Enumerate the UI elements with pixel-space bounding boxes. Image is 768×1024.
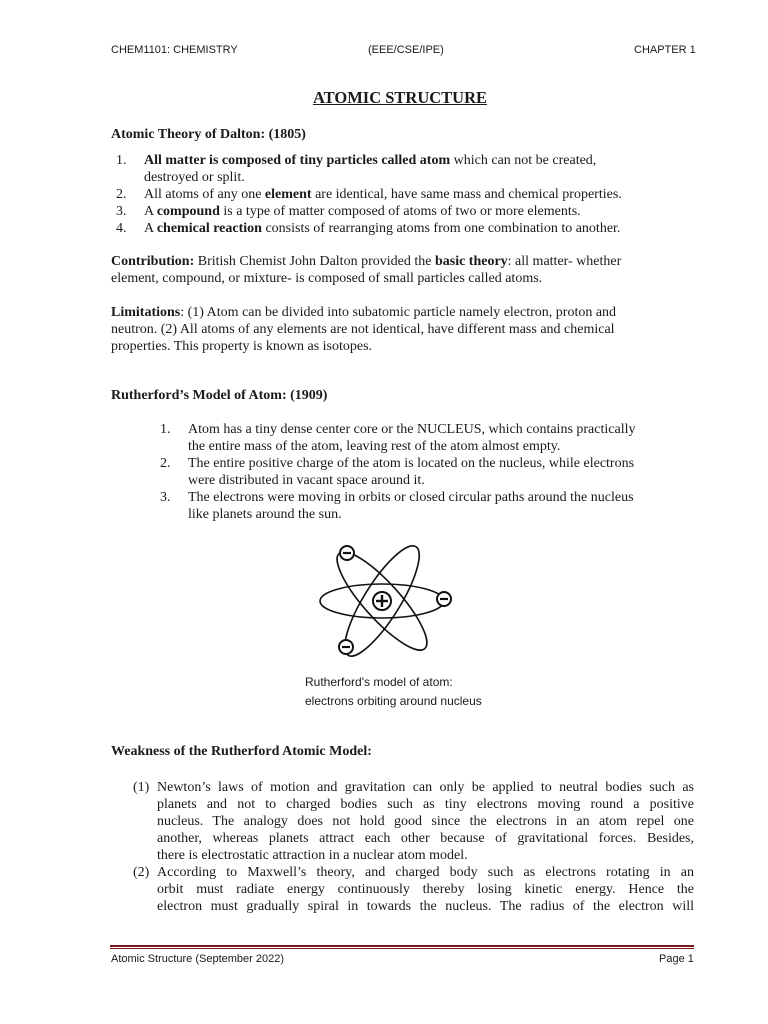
list-text: is a type of matter composed of atoms of two or more elements. bbox=[219, 204, 581, 219]
caption-line: Rutherford's model of atom: bbox=[305, 675, 453, 689]
footer-rule bbox=[110, 948, 694, 949]
list-item bbox=[160, 421, 698, 455]
list-text: the entire mass of the atom, leaving rest of the atom almost empty. bbox=[188, 439, 561, 454]
list-item bbox=[116, 220, 704, 237]
electron-icon bbox=[339, 640, 353, 654]
list-text: were distributed in vacant space around it. bbox=[188, 473, 425, 488]
list-bold-text: All matter is composed of tiny particles called atom bbox=[144, 153, 451, 168]
nucleus-icon bbox=[373, 592, 391, 610]
page-number: Page 1 bbox=[659, 953, 694, 965]
list-item bbox=[116, 203, 704, 220]
dalton-heading: Atomic Theory of Dalton: (1805) bbox=[111, 127, 306, 142]
list-bold-text: compound bbox=[156, 204, 220, 219]
contribution-text: element, compound, or mixture- is composed of small particles called atoms. bbox=[111, 271, 543, 286]
list-text: are identical, have same mass and chemical properties. bbox=[311, 187, 622, 202]
page-title: ATOMIC STRUCTURE bbox=[312, 88, 488, 107]
contribution-text: British Chemist John Dalton provided the bbox=[194, 254, 435, 269]
para-line: nucleus. The analogy does not hold good since the electrons in an atom repel one bbox=[157, 814, 694, 829]
dalton-contribution bbox=[111, 253, 701, 287]
list-number: (1) bbox=[133, 780, 150, 795]
limitations-label: Limitations bbox=[111, 305, 181, 320]
rutherford-heading: Rutherford’s Model of Atom: (1909) bbox=[111, 388, 328, 403]
list-number: 2. bbox=[116, 187, 127, 202]
para-line: According to Maxwell’s theory, and charged body such as electrons rotating in an bbox=[157, 865, 694, 880]
header-dept: (EEE/CSE/IPE) bbox=[368, 44, 444, 56]
list-bold-text: chemical reaction bbox=[156, 221, 262, 236]
footer-title: Atomic Structure (September 2022) bbox=[111, 953, 285, 965]
list-text: All atoms of any one bbox=[144, 187, 265, 202]
list-number: 1. bbox=[160, 422, 171, 437]
para-line: electron must gradually spiral in towards the nucleus. The radius of the electron will bbox=[157, 899, 694, 914]
limitations-text: : (1) Atom can be divided into subatomic particle namely electron, proton and bbox=[180, 305, 617, 320]
list-number: 4. bbox=[116, 221, 127, 236]
list-item bbox=[160, 489, 698, 523]
rutherford-atom-diagram bbox=[310, 540, 470, 660]
limitations-text: properties. This property is known as isotopes. bbox=[111, 339, 373, 354]
list-text: The entire positive charge of the atom is located on the nucleus, while electrons bbox=[188, 456, 635, 471]
limitations-text: neutron. (2) All atoms of any elements are not identical, have different mass and chemical bbox=[111, 322, 615, 337]
dalton-limitations bbox=[111, 304, 701, 355]
para-line: orbit must radiate energy continuously thereby losing kinetic energy. Hence the bbox=[157, 882, 694, 897]
weakness-heading: Weakness of the Rutherford Atomic Model: bbox=[111, 744, 372, 759]
electron-icon bbox=[340, 546, 354, 560]
list-number: (2) bbox=[133, 865, 150, 880]
dalton-list bbox=[116, 152, 704, 237]
para-line: planets and not to charged bodies such as tiny electrons moving round a positive bbox=[157, 797, 694, 812]
para-line: another, whereas planets attract each other because of gravitational forces. Besides, bbox=[157, 831, 694, 846]
footer-rule bbox=[110, 945, 694, 947]
list-text: Atom has a tiny dense center core or the NUCLEUS, which contains practically bbox=[188, 422, 636, 437]
list-text: The electrons were moving in orbits or closed circular paths around the nucleus bbox=[188, 490, 634, 505]
caption-line: electrons orbiting around nucleus bbox=[305, 694, 482, 708]
weakness-item-1 bbox=[157, 779, 694, 864]
list-text: destroyed or split. bbox=[144, 170, 245, 185]
para-line: Newton’s laws of motion and gravitation can only be applied to neutral bodies such as bbox=[157, 780, 694, 795]
rutherford-list bbox=[160, 421, 698, 523]
list-number: 2. bbox=[160, 456, 171, 471]
list-text: consists of rearranging atoms from one combination to another. bbox=[261, 221, 621, 236]
list-item bbox=[160, 455, 698, 489]
para-line: there is electrostatic attraction in a nuclear atom model. bbox=[157, 848, 468, 863]
header-chapter: CHAPTER 1 bbox=[634, 44, 696, 56]
list-text: A bbox=[144, 221, 157, 236]
list-number: 3. bbox=[160, 490, 171, 505]
list-item bbox=[116, 152, 704, 186]
contribution-label: Contribution: bbox=[111, 254, 195, 269]
list-text: like planets around the sun. bbox=[188, 507, 342, 522]
list-item bbox=[116, 186, 704, 203]
header-course: CHEM1101: CHEMISTRY bbox=[111, 44, 238, 56]
list-bold-text: element bbox=[264, 187, 312, 202]
diagram-caption bbox=[305, 673, 482, 711]
list-number: 1. bbox=[116, 153, 127, 168]
list-number: 3. bbox=[116, 204, 127, 219]
electron-icon bbox=[437, 592, 451, 606]
contribution-text: : all matter- whether bbox=[507, 254, 622, 269]
list-text: which can not be created, bbox=[450, 153, 597, 168]
contribution-bold: basic theory bbox=[434, 254, 508, 269]
list-text: A bbox=[144, 204, 157, 219]
weakness-item-2 bbox=[157, 864, 694, 915]
